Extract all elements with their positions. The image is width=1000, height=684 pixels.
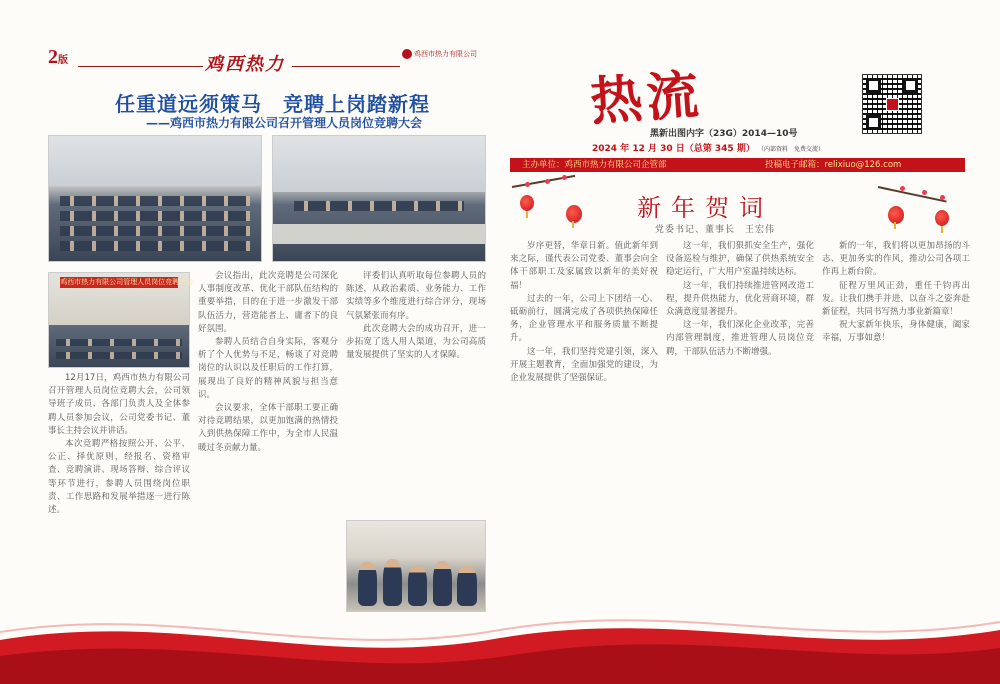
plum-blossom-icon	[940, 195, 945, 200]
article-subheadline: ——鸡西市热力有限公司召开管理人员岗位竞聘大会	[146, 116, 423, 130]
header-rule-right	[292, 66, 400, 67]
qr-code-icon	[862, 74, 922, 134]
red-ribbon-footer	[0, 600, 1000, 684]
greeting-column-3: 新的一年，我们将以更加昂扬的斗志、更加务实的作风，推动公司各项工作再上新台阶。 征程万里风正劲，重任千钧再出发。让我们携手并进，以奋斗之姿奔赴新征程，共同书写热力事业新篇章！ 祝大家新年快乐，身体健康，阖家幸福，万事如意！	[822, 241, 970, 344]
greeting-title: 新年贺词	[637, 194, 773, 222]
meeting-photo-judges	[272, 135, 486, 262]
meeting-photo-stage: 鸡西市热力有限公司管理人员岗位竞聘大会	[48, 272, 190, 368]
issue-date: 2024 年 12 月 30 日（总第 345 期） （内部资料 免费交流）	[592, 144, 824, 154]
article-column-1: 12月17日，鸡西市热力有限公司召开管理人员岗位竞聘大会，公司领导班子成员、各部门负责人及全体参聘人员参加会议，公司党委书记、董事长主持会议并讲话。 本次竞聘严格按照公开、公平、公正、择优原则，经报名、资格审查、竞聘演讲、现场答辩、综合评议等环节进行，参聘人员围绕岗位职责、工作思路和发展举措逐一进行陈述。	[48, 373, 190, 516]
article-headline: 任重道远须策马 竞聘上岗踏新程	[115, 92, 430, 116]
submission-email[interactable]: 投稿电子邮箱：relixiuo@126.com	[765, 160, 902, 170]
greeting-column-1: 岁序更替，华章日新。值此新年到来之际，谨代表公司党委、董事会向全体干部职工及家属致以新年的美好祝福！ 过去的一年，公司上下团结一心、砥砺前行，圆满完成了各项供热保障任务，企业管理水平和服务质量不断提升。 这一年，我们坚持党建引领，深入开展主题教育，全面加强党的建设，为企业发展提供了坚强保证。	[510, 241, 658, 384]
sponsor-label: 主办单位：鸡西市热力有限公司企管部	[522, 160, 667, 170]
brand-script-logo: 鸡西热力	[205, 54, 285, 75]
plum-blossom-icon	[900, 186, 905, 191]
red-lantern-icon	[888, 206, 904, 224]
issue-registration: 黑新出图内字（23G）2014—10号	[650, 129, 798, 139]
plum-blossom-icon	[525, 182, 530, 187]
article-column-2: 会议指出，此次竞聘是公司深化人事制度改革、优化干部队伍结构的重要举措，目的在于进一步激发干部队伍活力，营造能者上、庸者下的良好氛围。 参聘人员结合自身实际，客观分析了个人优势与不足，畅谈了对竞聘岗位的认识以及任职后的工作打算，展现出了良好的精神风貌与担当意识。 会议要求，全体干部职工要正确对待竞聘结果，以更加饱满的热情投入到供热保障工作中，为全市人民温暖过冬贡献力量。	[198, 271, 338, 453]
header-rule-left	[78, 66, 203, 67]
company-logo: 鸡西市热力有限公司	[402, 49, 477, 59]
greeting-byline: 党委书记、董事长 王宏伟	[655, 225, 776, 235]
red-lantern-icon	[520, 195, 534, 211]
newspaper-masthead: 热流	[588, 64, 705, 133]
training-photo	[346, 520, 486, 612]
info-bar	[510, 158, 965, 172]
article-column-3: 评委们认真听取每位参聘人员的陈述，从政治素质、业务能力、工作实绩等多个维度进行综合评分，现场气氛紧张而有序。 此次竞聘大会的成功召开，进一步拓宽了选人用人渠道，为公司高质量发展提供了坚实的人才保障。	[346, 271, 486, 361]
page-number: 2版	[48, 46, 68, 68]
plum-blossom-icon	[562, 175, 567, 180]
meeting-photo-audience	[48, 135, 262, 262]
red-lantern-icon	[935, 210, 949, 226]
company-logo-icon	[402, 49, 412, 59]
greeting-column-2: 这一年，我们狠抓安全生产，强化设备巡检与维护，确保了供热系统安全稳定运行，广大用户室温持续达标。 这一年，我们持续推进管网改造工程，提升供热能力，优化营商环境，群众满意度显著提升。 这一年，我们深化企业改革，完善内部管理制度，推进管理人员岗位竞聘，干部队伍活力不断增强。	[666, 241, 814, 357]
plum-blossom-icon	[922, 190, 927, 195]
plum-blossom-icon	[545, 179, 550, 184]
red-lantern-icon	[566, 205, 582, 223]
plum-branch-right	[878, 186, 947, 203]
